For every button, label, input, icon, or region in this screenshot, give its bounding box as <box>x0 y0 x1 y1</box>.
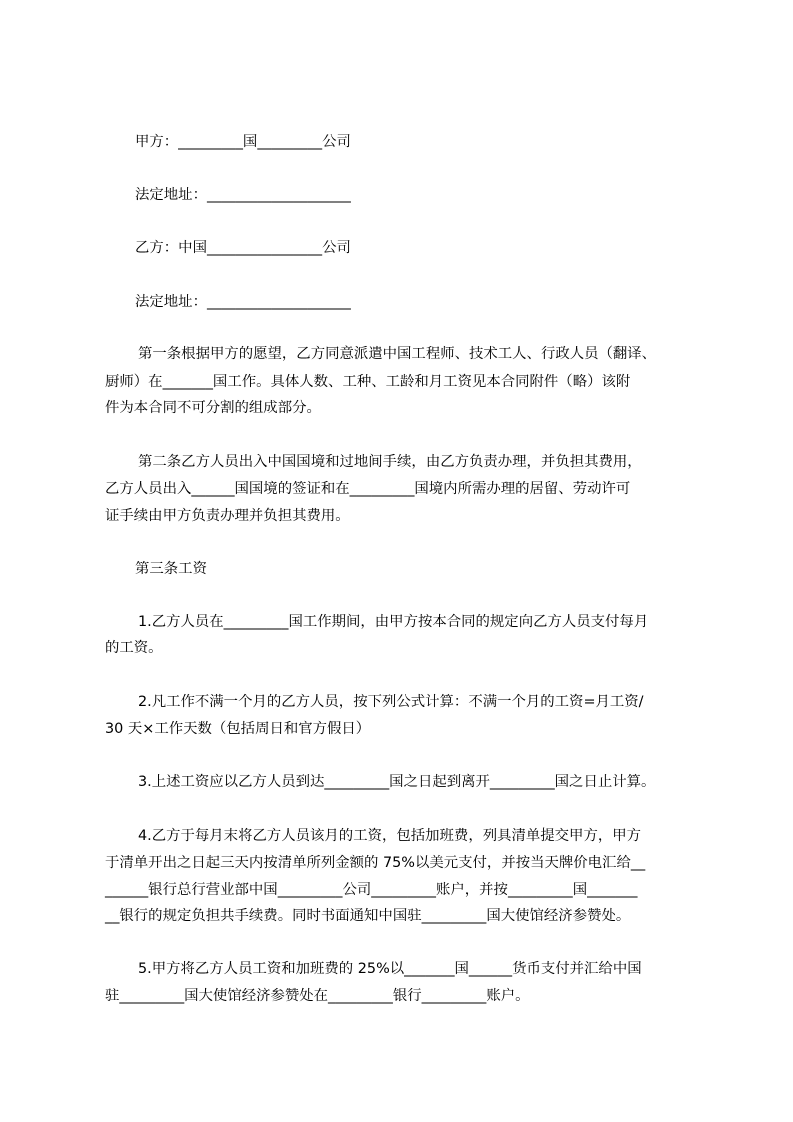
wage-item2-line-1: 2.凡工作不满一个月的乙方人员，按下列公式计算：不满一个月的工资=月工资/ <box>138 694 644 710</box>
article2-line-1: 第二条乙方人员出入中国国境和过地间手续，由乙方负责办理，并负担其费用， <box>138 454 642 470</box>
article1-line-1: 第一条根据甲方的愿望，乙方同意派遣中国工程师、技术工人、行政人员（翻译、 <box>138 346 657 362</box>
wage-item2-line-2: 30 天×工作天数（包括周日和官方假日） <box>105 721 371 737</box>
wage-item4-line-4: __银行的规定负担共手续费。同时书面通知中国驻_________国大使馆经济参赞处。 <box>105 908 631 924</box>
party-b-address-line: 法定地址：____________________ <box>135 294 351 310</box>
wage-item3-line-1: 3.上述工资应以乙方人员到达_________国之日起到离开_________国之日止计算。 <box>138 774 656 790</box>
wage-item4-line-1: 4.乙方于每月末将乙方人员该月的工资，包括加班费，列具清单提交甲方，甲方 <box>138 828 642 844</box>
party-a-line: 甲方：_________国_________公司 <box>135 134 351 150</box>
wage-item5-line-2: 驻_________国大使馆经济参赞处在_________银行_________账户。 <box>105 988 530 1004</box>
wage-item5-line-1: 5.甲方将乙方人员工资和加班费的 25%以_______国______货币支付并汇给中国 <box>138 961 642 977</box>
article1-line-2: 厨师）在_______国工作。具体人数、工种、工龄和月工资见本合同附件（略）该附 <box>105 374 631 390</box>
article2-line-2: 乙方人员出入______国国境的签证和在_________国境内所需办理的居留、劳动许可 <box>105 481 631 497</box>
party-a-address-line: 法定地址：____________________ <box>135 187 351 203</box>
party-b-line: 乙方：中国________________公司 <box>135 240 351 256</box>
wage-item4-line-2: 于清单开出之日起三天内按清单所列金额的 75%以美元支付，并按当天牌价电汇给__ <box>105 855 646 871</box>
wage-item4-line-3: ______银行总行营业部中国_________公司_________账户，并按_________国_______ <box>105 882 638 898</box>
article2-line-3: 证手续由甲方负责办理并负担其费用。 <box>105 508 350 524</box>
article3-heading: 第三条工资 <box>135 561 207 577</box>
wage-item1-line-2: 的工资。 <box>105 640 163 656</box>
wage-item1-line-1: 1.乙方人员在_________国工作期间，由甲方按本合同的规定向乙方人员支付每月 <box>138 614 649 630</box>
article1-line-3: 件为本合同不可分割的组成部分。 <box>105 400 321 416</box>
